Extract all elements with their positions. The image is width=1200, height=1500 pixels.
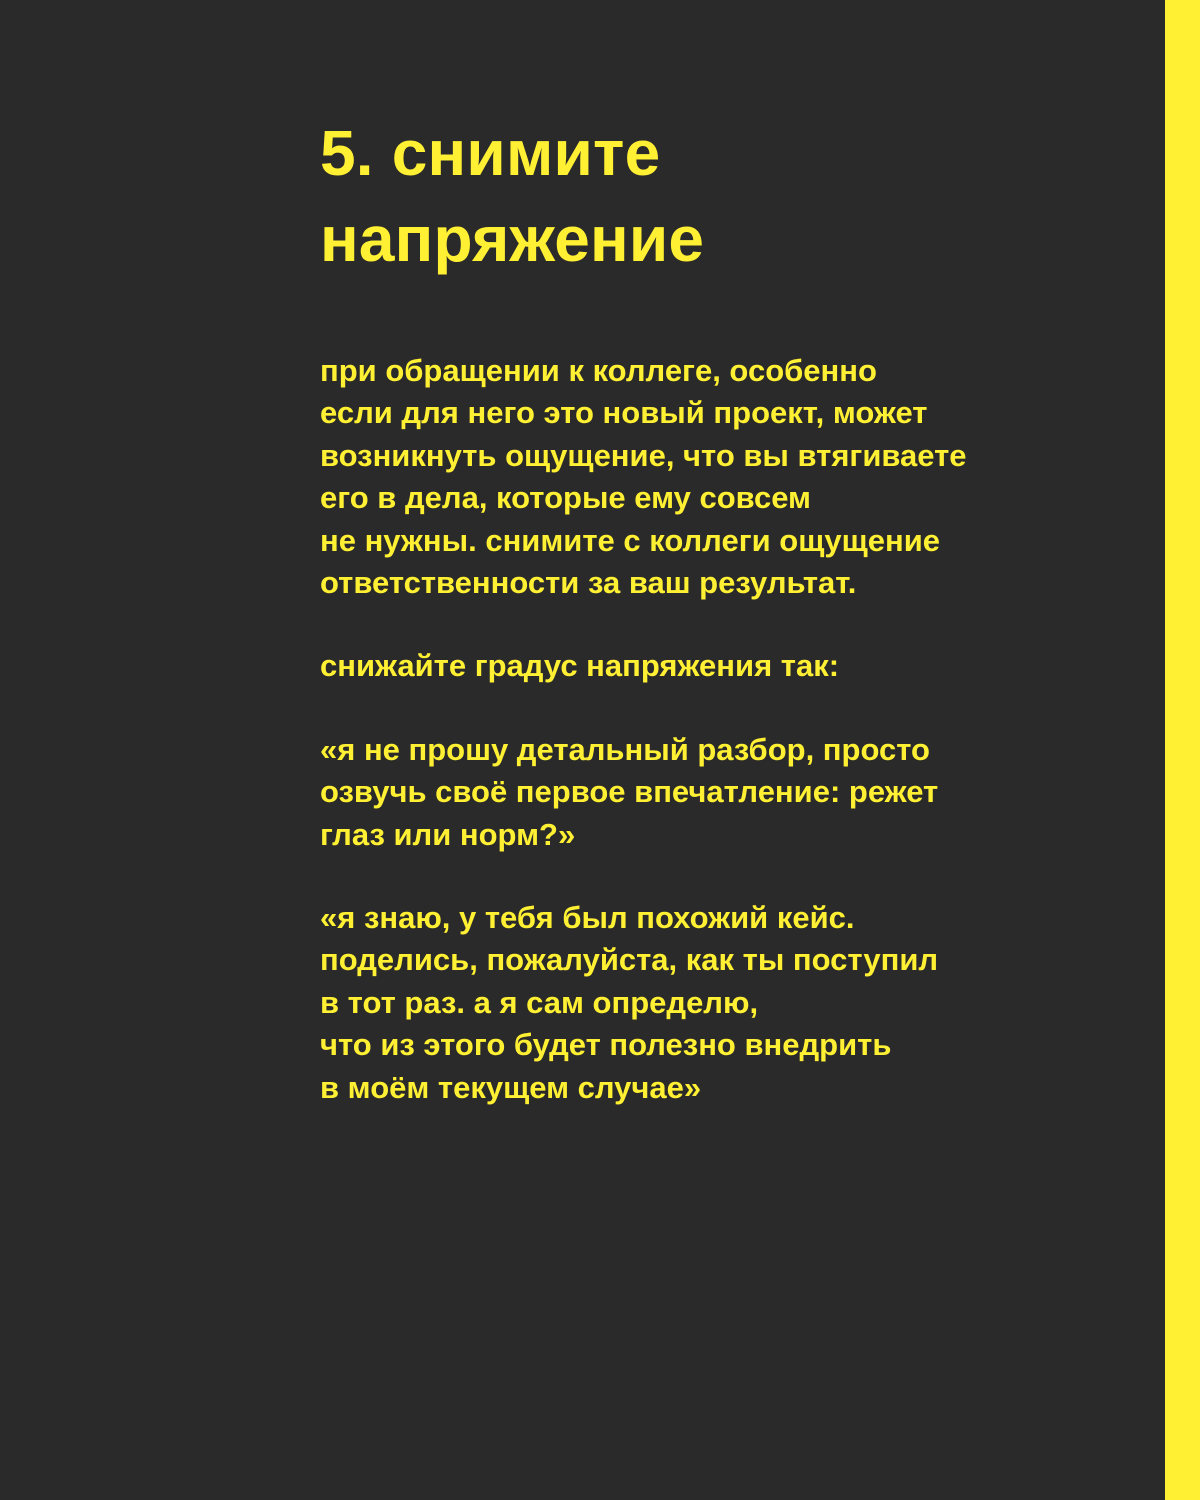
quote-one-line-2: озвучь своё первое впечатление: режет — [320, 774, 939, 810]
title-line-1: 5. снимите — [320, 117, 661, 189]
quote-two-line-2: поделись, пожалуйста, как ты поступил — [320, 942, 939, 978]
paragraph-intro — [320, 350, 1140, 604]
slide-title — [320, 110, 1140, 282]
paragraph-intro-line-6: ответственности за ваш результат. — [320, 565, 857, 601]
accent-bar — [1165, 0, 1200, 1500]
quote-two-line-1: «я знаю, у тебя был похожий кейс. — [320, 900, 855, 936]
quote-two-line-5: в моём текущем случае» — [320, 1069, 702, 1105]
quote-two-line-3: в тот раз. а я сам определю, — [320, 984, 759, 1020]
paragraph-intro-line-4: его в дела, которые ему совсем — [320, 480, 811, 516]
paragraph-instruction-line-1: снижайте градус напряжения так: — [320, 648, 840, 684]
paragraph-instruction — [320, 645, 1140, 687]
quote-one — [320, 729, 1140, 856]
title-line-2: напряжение — [320, 203, 705, 275]
quote-one-line-3: глаз или норм?» — [320, 816, 576, 852]
paragraph-intro-line-1: при обращении к коллеге, особенно — [320, 353, 877, 388]
slide-content — [320, 110, 1140, 1109]
quote-two — [320, 897, 1140, 1109]
paragraph-intro-line-3: возникнуть ощущение, что вы втягиваете — [320, 437, 967, 473]
quote-one-line-1: «я не прошу детальный разбор, просто — [320, 731, 930, 767]
paragraph-intro-line-5: не нужны. снимите с коллеги ощущение — [320, 522, 941, 558]
quote-two-line-4: что из этого будет полезно внедрить — [320, 1027, 892, 1063]
paragraph-intro-line-2: если для него это новый проект, может — [320, 395, 928, 431]
